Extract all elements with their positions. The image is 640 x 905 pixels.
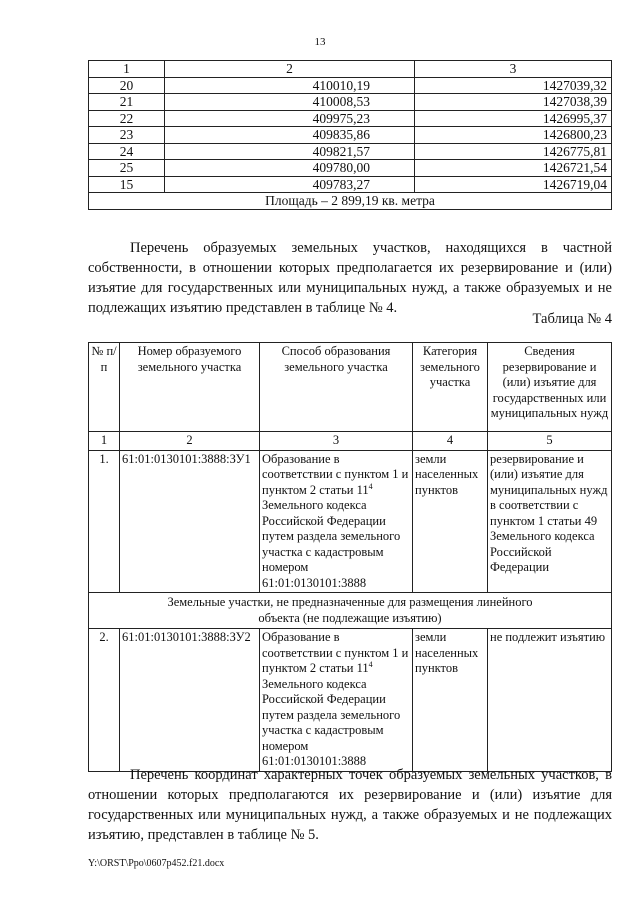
paragraph-text: Перечень координат характерных точек образуемых земельных участков, в отношении которых предполагаются их резервирование и (или) изъятие для государственных или муниципальных нужд, а также образуемых и не подлежащих изъятию, представлен в таблице № 5. <box>88 767 612 843</box>
coordinate-x: 410008,53 <box>165 94 415 111</box>
point-number: 15 <box>89 176 165 193</box>
reservation-info: не подлежит изъятию <box>488 629 612 772</box>
table-row <box>89 176 612 193</box>
coordinate-y: 1426719,04 <box>415 176 612 193</box>
area-total: Площадь – 2 899,19 кв. метра <box>89 193 612 210</box>
column-numbers-row <box>89 432 612 451</box>
table-row <box>89 94 612 111</box>
column-header: 3 <box>415 61 612 78</box>
row-number: 1. <box>89 450 120 593</box>
header-info: Сведения резервирование и (или) изъятие для государственных или муниципальных нужд <box>488 343 612 432</box>
coordinate-x: 409821,57 <box>165 143 415 160</box>
column-number: 2 <box>120 432 260 451</box>
table-row <box>89 110 612 127</box>
file-path-footer: Y:\ORST\Ppo\0607p452.f21.docx <box>88 858 225 869</box>
formation-method: Образование в соответствии с пунктом 1 и пунктом 2 статьи $11^4$ Земельного кодекса Российской Федерации путем раздела земельного участка с кадастровым номером 61:01:0130101:3888 <box>260 629 413 772</box>
area-row <box>89 193 612 210</box>
row-number: 2. <box>89 629 120 772</box>
table-row <box>89 450 612 593</box>
table-header-row <box>89 61 612 78</box>
coordinate-y: 1426775,81 <box>415 143 612 160</box>
coordinates-table <box>88 60 612 210</box>
point-number: 24 <box>89 143 165 160</box>
coordinate-x: 409835,86 <box>165 127 415 144</box>
point-number: 25 <box>89 160 165 177</box>
point-number: 22 <box>89 110 165 127</box>
coordinate-x: 409975,23 <box>165 110 415 127</box>
table-caption: Таблица № 4 <box>532 311 612 327</box>
point-number: 23 <box>89 127 165 144</box>
table-row <box>89 160 612 177</box>
table-row <box>89 77 612 94</box>
header-cadastral: Номер образуемого земельного участка <box>120 343 260 432</box>
land-plots-table <box>88 342 612 772</box>
cadastral-number: 61:01:0130101:3888:ЗУ1 <box>120 450 260 593</box>
point-number: 20 <box>89 77 165 94</box>
section-heading: Земельные участки, не предназначенные для размещения линейного объекта (не подлежащие изъятию) <box>89 593 612 629</box>
table-header-row <box>89 343 612 432</box>
header-category: Категория земельного участка <box>413 343 488 432</box>
formation-method: Образование в соответствии с пунктом 1 и пунктом 2 статьи $11^4$ Земельного кодекса Российской Федерации путем раздела земельного участка с кадастровым номером 61:01:0130101:3888 <box>260 450 413 593</box>
page-number: 13 <box>314 36 326 48</box>
point-number: 21 <box>89 94 165 111</box>
land-category: земли населенных пунктов <box>413 629 488 772</box>
land-category: земли населенных пунктов <box>413 450 488 593</box>
header-number: № п/п <box>89 343 120 432</box>
column-number: 4 <box>413 432 488 451</box>
column-header: 2 <box>165 61 415 78</box>
coordinate-y: 1426800,23 <box>415 127 612 144</box>
coordinate-y: 1427039,32 <box>415 77 612 94</box>
column-number: 1 <box>89 432 120 451</box>
table-row <box>89 629 612 772</box>
header-method: Способ образования земельного участка <box>260 343 413 432</box>
section-row <box>89 593 612 629</box>
coordinate-x: 409780,00 <box>165 160 415 177</box>
column-header: 1 <box>89 61 165 78</box>
coordinate-x: 409783,27 <box>165 176 415 193</box>
table-row <box>89 127 612 144</box>
paragraph-table4-intro <box>88 238 612 318</box>
coordinate-y: 1426995,37 <box>415 110 612 127</box>
reservation-info: резервирование и (или) изъятие для муниципальных нужд в соответствии с пунктом 1 статьи 49 Земельного кодекса Российской Федерации <box>488 450 612 593</box>
column-number: 3 <box>260 432 413 451</box>
paragraph-text: Перечень образуемых земельных участков, находящихся в частной собственности, в отношении которых предполагается их резервирование и (или) изъятие для государственных или муниципальных нужд, а также образуемых и не подлежащих изъятию представлен в таблице № 4. <box>88 240 612 316</box>
table-row <box>89 143 612 160</box>
cadastral-number: 61:01:0130101:3888:ЗУ2 <box>120 629 260 772</box>
coordinate-x: 410010,19 <box>165 77 415 94</box>
paragraph-table5-intro <box>88 765 612 845</box>
coordinate-y: 1426721,54 <box>415 160 612 177</box>
coordinate-y: 1427038,39 <box>415 94 612 111</box>
column-number: 5 <box>488 432 612 451</box>
